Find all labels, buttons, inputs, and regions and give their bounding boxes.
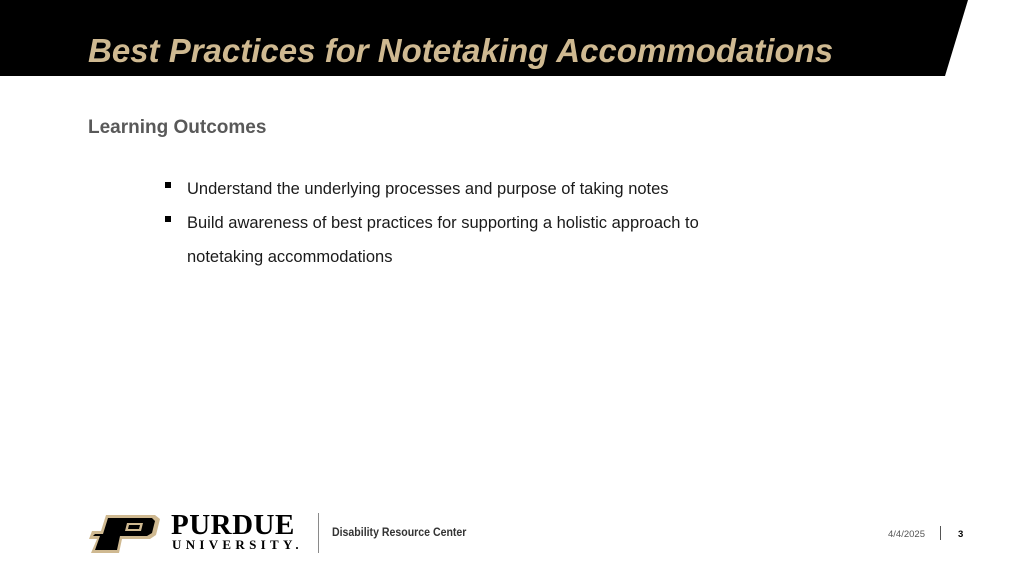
list-item bbox=[165, 206, 765, 274]
university-wordmark: UNIVERSITY. bbox=[172, 537, 303, 552]
bullet-text: Understand the underlying processes and purpose of taking notes bbox=[187, 180, 669, 198]
purdue-wordmark: PURDUE bbox=[171, 509, 295, 541]
footer-divider bbox=[940, 526, 941, 540]
purdue-p-logo-icon bbox=[89, 513, 161, 555]
learning-outcomes-list bbox=[165, 172, 765, 274]
bullet-text: Build awareness of best practices for supporting a holistic approach to notetaking accommodations bbox=[187, 214, 699, 266]
department-name: Disability Resource Center bbox=[332, 525, 467, 539]
slide-date: 4/4/2025 bbox=[888, 529, 925, 540]
logo-divider bbox=[318, 513, 319, 553]
section-heading: Learning Outcomes bbox=[88, 117, 267, 138]
slide-title: Best Practices for Notetaking Accommodations bbox=[88, 32, 834, 69]
square-bullet-icon bbox=[165, 216, 171, 222]
square-bullet-icon bbox=[165, 182, 171, 188]
list-item bbox=[165, 172, 765, 206]
slide-number: 3 bbox=[958, 529, 964, 540]
